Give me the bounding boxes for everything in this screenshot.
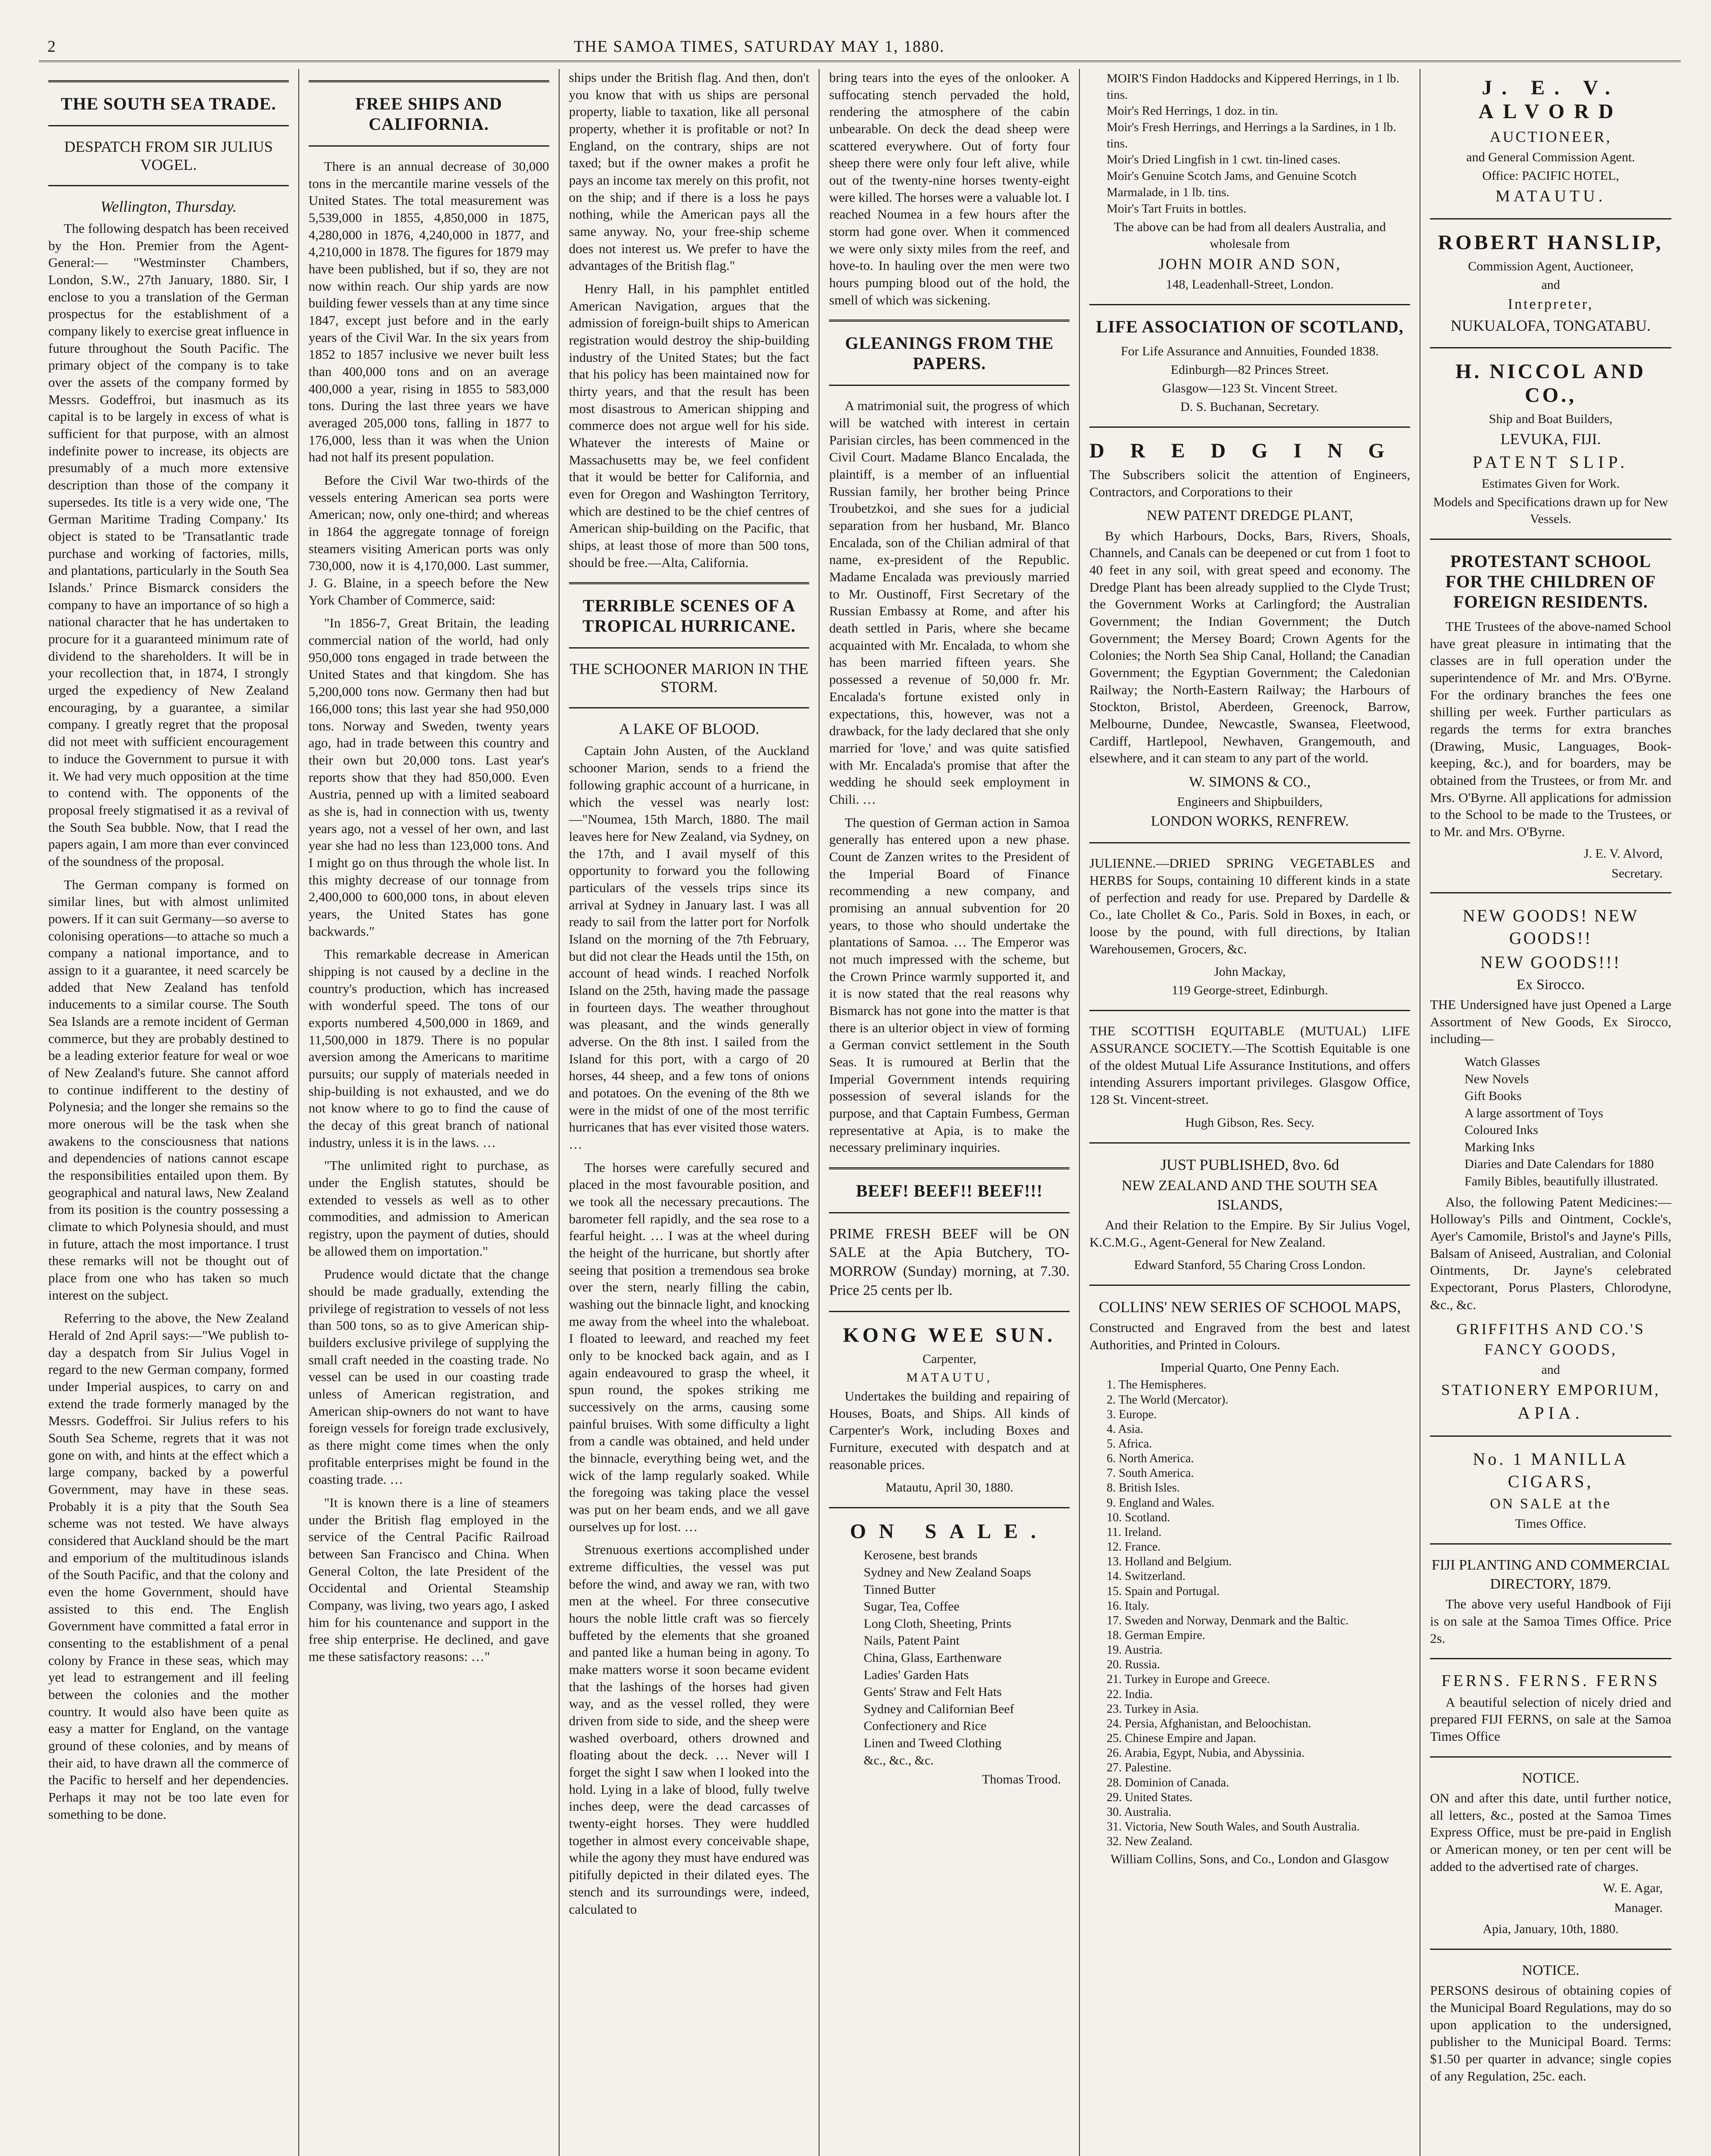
ad-body: Also, the following Patent Medicines:—Holloway's Pills and Ointment, Cockle's, Ayer's Camomile, Bristol's and Jayne's Pills, Balsam of Aniseed, Australian, and Colonial Ointments, Dr. Jayne's celebrated Expectorant, Porus Plasters, Chlorodyne, &c., &c. [1430,1194,1671,1312]
list-item: 7. South America. [1107,1467,1194,1480]
ad-body: Constructed and Engraved from the best and latest Authorities, and Printed in Colours. [1089,1320,1411,1352]
ad-line: NEW PATENT DREDGE PLANT, [1146,508,1353,524]
columns [39,69,1681,2156]
article-paragraph: A matrimonial suit, the progress of which will be watched with interest in certain Parisian circles, has been commenced in the Civil Court. Madame Blanco Encalada, the plaintiff, is a member of an influential Russian family, her brother being Prince Troubetzkoi, and she sues for a judicial separation from her husband, Mr. Blanco Encalada, son of the Chilian admiral of that name, ex-president of the Republic. Madame Encalada was previously married to Mr. Oustinoff, First Secretary of the Russian Embassy at Rome, and after his death settled in Paris, where she became acquainted with Mr. Encalada, to whom she has been married fifteen years. She possessed a revenue of 50,000 fr. Mr. Encalada's fortune existed only in expectations, this, however, was not a drawback, for the lady declared that she only married for 'love,' and was quite satisfied with Mr. Encalada's promise that after the wedding he should seek employment in Chili. … [829,398,1070,807]
list-item: New Novels [1464,1072,1529,1086]
list-item: 28. Dominion of Canada. [1107,1776,1229,1789]
list-item: Nails, Patent Paint [863,1633,960,1648]
ad-address: Glasgow—123 St. Vincent Street. [1162,381,1338,395]
list-item: Moir's Tart Fruits in bottles. [1107,201,1247,216]
ad-title: ON SALE. [850,1520,1049,1543]
ad-address: NUKUALOFA, TONGATABU. [1451,317,1651,335]
ad-date: Matautu, April 30, 1880. [885,1480,1013,1495]
article-paragraph: The question of German action in Samoa generally has entered upon a new phase. Count de Zanzen writes to the President of the Imperial Board of Finance recommending a new company, and promising an annual subvention for 20 years, to those who should undertake the plantations of Samoa. … The Emperor was not much impressed with the scheme, but the Crown Prince warmly supported it, and it is now stated that the real reasons why Bismarck has not gone into the matter is that there is an ulterior object in view of forming a German convict settlement in the South Seas. It is rumoured at Berlin that the Imperial Government intends requiring possession of several islands for the purpose, and that Captain Fumbess, German representative at Apia, is to make the necessary preliminary inquiries. [829,815,1070,1155]
list-item: Marking Inks [1464,1140,1535,1154]
ad-line: and [1541,278,1560,292]
list-item: A large assortment of Toys [1464,1106,1603,1120]
article-paragraph: Prudence would dictate that the change should be made gradually, extending the privilege of registration to vessels of not less than 500 tons, so as to give American ship-builders exclusive privilege of supplying the small craft needed in the coasting trade. No vessel can be used in our coasting trade unless of American registration, and American ship-owners do not want to have foreign vessels for foreign trade exclusively, as there might come times when the only profitable enterprises might be found in the coasting trade. … [308,1266,549,1487]
ad-address: LEVUKA, FIJI. [1500,430,1601,448]
article-subheadline: THE SCHOONER MARION IN THE STORM. [569,660,809,696]
column-5 [1080,69,1420,2156]
ad-title: JUST PUBLISHED, 8vo. 6d [1160,1156,1339,1173]
list-item: 12. France. [1107,1540,1161,1554]
list-item: Gift Books [1464,1089,1522,1103]
list-item: 14. Switzerland. [1107,1570,1186,1583]
article-paragraph: "The unlimited right to purchase, as under the English statutes, should be extended to vessels as well as to other commodities, and admission to American registry, upon the payment of duties, should be allowed them on importation." [308,1158,549,1259]
ad-line: Models and Specifications drawn up for New Vessels. [1433,495,1668,526]
list-item: Watch Glasses [1464,1054,1540,1069]
ad-signature: Secretary. [1611,866,1663,881]
list-item: Moir's Red Herrings, 1 doz. in tin. [1107,104,1278,118]
article-paragraph: ships under the British flag. And then, don't you know that with us ships are personal property, liable to taxation, like all personal property, whether it is profitable or not? In England, on the contrary, ships are not taxed; but if the owner makes a profit he pays an income tax merely on this profit, not on the ship; and if there is a loss he pays nothing, while the American pays all the same anyway. No, your free-ship scheme does not interest us. We prefer to have the advantages of the British flag." [569,70,810,273]
ad-line: and [1541,1362,1560,1377]
notice-title: NOTICE. [1522,1770,1580,1786]
column-1 [39,69,299,2156]
notice-body: PERSONS desirous of obtaining copies of the Municipal Board Regulations, may do so upon application to the undersigned, publisher to the Municipal Board. Terms: $1.50 per quarter in advance; single copies of any Regulation, 25c. each. [1430,1983,1671,2084]
list-item: Gents' Straw and Felt Hats [863,1685,1002,1699]
ad-title: ROBERT HANSLIP, [1438,231,1664,254]
ad-line: Commission Agent, Auctioneer, [1468,259,1633,274]
article-paragraph: Before the Civil War two-thirds of the vessels entering American sea ports were American; now, only one-third; and whereas in 1864 the aggregate tonnage of foreign steamers visiting American ports was only 730,000, now it is 4,170,000. Last summer, J. G. Blaine, in a speech before the New York Chamber of Commerce, said: [308,473,549,608]
list-item: 9. England and Wales. [1107,1496,1215,1510]
list-item: Family Bibles, beautifully illustrated. [1464,1174,1658,1189]
article-subheadline: A LAKE OF BLOOD. [619,720,760,738]
column-6 [1420,69,1681,2156]
list-item: Coloured Inks [1464,1123,1539,1138]
ad-address: 119 George-street, Edinburgh. [1171,983,1328,998]
ad-title: COLLINS' NEW SERIES OF SCHOOL MAPS, [1098,1298,1401,1316]
list-item: 18. German Empire. [1107,1629,1205,1642]
list-item: China, Glass, Earthenware [863,1650,1002,1665]
ad-title: FIJI PLANTING AND COMMERCIAL DIRECTORY, 1879. [1431,1557,1670,1592]
article-subheadline: DESPATCH FROM SIR JULIUS VOGEL. [64,138,273,173]
ad-body: A beautiful selection of nicely dried and prepared FIJI FERNS, on sale at the Samoa Times Office [1430,1694,1671,1744]
ad-list [863,1547,1070,1769]
ad-title: NEW ZEALAND AND THE SOUTH SEA ISLANDS, [1121,1178,1378,1213]
ad-line: Times Office. [1515,1516,1586,1531]
ad-line: Office: PACIFIC HOTEL, [1482,168,1619,183]
ad-body: THE SCOTTISH EQUITABLE (MUTUAL) LIFE ASSURANCE SOCIETY.—The Scottish Equitable is one of the oldest Mutual Life Assurance Institutions, and offers intending Assurers important privileges. Glasgow Office, 128 St. Vincent-street. [1089,1023,1411,1107]
ad-title: FERNS. FERNS. FERNS [1441,1672,1660,1690]
ad-line: MATAUTU, [906,1370,993,1385]
ad-signature: John Mackay, [1214,965,1286,979]
ad-line: Ship and Boat Builders, [1489,412,1613,426]
column-2 [299,69,560,2156]
ad-title: No. 1 MANILLA CIGARS, [1473,1449,1629,1491]
ad-firm: JOHN MOIR AND SON, [1158,255,1342,273]
list-item: 21. Turkey in Europe and Greece. [1107,1673,1270,1686]
ad-body: PRIME FRESH BEEF will be ON SALE at the Apia Butchery, TO-MORROW (Sunday) morning, at 7.30. Price 25 cents per lb. [829,1225,1070,1298]
ad-line: The above can be had from all dealers Australia, and wholesale from [1114,220,1386,251]
ad-line: Interpreter, [1508,296,1594,313]
article-headline: TERRIBLE SCENES OF A TROPICAL HURRICANE. [582,596,796,636]
ad-signature: D. S. Buchanan, Secretary. [1180,399,1320,414]
ad-title: J. E. V. ALVORD [1478,76,1623,123]
list-item: Moir's Fresh Herrings, and Herrings a la Sardines, in 1 lb. tins. [1107,120,1396,150]
list-item: Kerosene, best brands [863,1548,978,1563]
list-item: Confectionery and Rice [863,1719,987,1733]
ad-address: APIA. [1517,1403,1584,1423]
ad-signature: Thomas Trood. [982,1772,1061,1787]
masthead-title: THE SAMOA TIMES, SATURDAY MAY 1, 1880. [574,38,945,56]
ad-signature: J. E. V. Alvord, [1583,846,1663,861]
ad-line: Carpenter, [922,1352,976,1366]
article-paragraph: Captain John Austen, of the Auckland schooner Marion, sends to a friend the following graphic account of a hurricane, in which the vessel was nearly lost:—"Noumea, 15th March, 1880. The mail leaves here for New Zealand, via Sydney, on the 17th, and I avail myself of this opportunity to forward you the following particulars of the vessels trips since its arrival at Sydney in January last. I was all ready to sail from the latter port for Norfolk Island on the morning of the 7th February, but did not clear the Heads until the 15th, on account of head winds. I reached Norfolk Island on the 25th, having made the passage in fourteen days. The weather throughout was pleasant, and the winds generally adverse. On the 8th inst. I sailed from the Island for this port, with a cargo of 20 horses, 44 sheep, and a few tons of onions and potatoes. On the evening of the 8th we were in the midst of one of the most terrific hurricanes that has ever visited those waters. … [569,743,810,1152]
list-item: Sydney and Californian Beef [863,1702,1014,1716]
ad-title: STATIONERY EMPORIUM, [1441,1381,1661,1398]
list-item: Moir's Dried Lingfish in 1 cwt. tin-lined cases. [1107,153,1341,167]
list-item: 19. Austria. [1107,1643,1163,1657]
list-item: Sugar, Tea, Coffee [863,1599,960,1614]
list-item: 27. Palestine. [1107,1761,1172,1775]
list-item: 17. Sweden and Norway, Denmark and the Baltic. [1107,1614,1349,1627]
ad-title: KONG WEE SUN. [843,1324,1056,1347]
article-paragraph: Henry Hall, in his pamphlet entitled American Navigation, argues that the admission of foreign-built ships to American registration would destroy the ship-building industry of the United States; but the fact that his policy has been maintained now for thirty years, and that the result has been most disastrous to American shipping and commerce does not argue well for his side. Whatever the interests of Maine or Massachusetts may be, we feel confident that it would be better for California, and even for Oregon and Washington Territory, which are destined to be the chief centres of American ship-building on the Pacific, that ships, at least those of more than 500 tons, should be free.—Alta, California. [569,281,810,570]
ad-signature: Hugh Gibson, Res. Secy. [1185,1115,1315,1130]
ad-body: The Subscribers solicit the attention of Engineers, Contractors, and Corporations to their [1089,467,1411,499]
article-paragraph: This remarkable decrease in American shipping is not caused by a decline in the country's production, which has increased with wonderful speed. The tons of our exports numbered 4,500,000 in 1869, and 11,500,000 in 1879. There is no popular aversion among the Americans to maritime pursuits; our supply of materials needed in ship-building is not exhausted, and we do not know where to go to find the cause of the decay of this great branch of national industry, unless it is in the laws. … [308,946,549,1150]
list-item: 3. Europe. [1107,1407,1157,1421]
ad-body: By which Harbours, Docks, Bars, Rivers, Shoals, Channels, and Canals can be deepened or cut from 1 foot to 40 feet in any soil, with great speed and economy. The Dredge Plant has been already supplied to the Clyde Trust; the Government Works at Carlingford; the Australian Government; the Indian Government; the Dutch Government; the Mersey Board; Crown Agents for the Colonies; the North Sea Ship Canal, Holland; the Canadian Government; the Egyptian Government; the Caledonian Railway; the North-Eastern Railway; the Harbours of Stockton, Bristol, Aberdeen, Greenock, Barrow, Melbourne, Dundee, Newcastle, Swansea, Fleetwood, Cardiff, Hartlepool, Newhaven, Grangemouth, and elsewhere, and it can steam to any part of the world. [1089,528,1411,766]
list-item: 25. Chinese Empire and Japan. [1107,1732,1256,1745]
ad-title: GRIFFITHS AND CO.'S FANCY GOODS, [1456,1320,1645,1358]
article-paragraph: "It is known there is a line of steamers under the British flag employed in the service of the Central Pacific Railroad between San Francisco and China. When General Colton, the late President of the Occidental and Oriental Steamship Company, was living, two years ago, I asked him for his countenance and support in the free ship enterprise. He declined, and gave me these satisfactory reasons: …" [308,1495,549,1664]
ad-line: and General Commission Agent. [1466,150,1635,164]
list-item: 6. North America. [1107,1452,1194,1466]
article-paragraph: There is an annual decrease of 30,000 tons in the mercantile marine vessels of the United States. The total measurement was 5,539,000 in 1855, 4,850,000 in 1875, 4,280,000 in 1876, 4,240,000 in 1877, and 4,210,000 in 1878. The figures for 1879 may have been published, but if so, they are not now within reach. Our ship yards are now building fewer vessels than at any time since 1847, except just before and in the early years of the Civil War. In the six years from 1852 to 1857 inclusive we never built less than 400,000 tons and on an average 400,000 a year, rising in 1855 to 583,000 tons. During the last three years we have averaged 205,000 tons, falling in 1877 to 176,000, less than it was when the Union had not half its present population. [308,159,549,465]
list-item: 11. Ireland. [1107,1525,1162,1539]
ad-address: LONDON WORKS, RENFREW. [1151,813,1349,830]
ad-line: For Life Assurance and Annuities, Founded 1838. [1121,344,1379,358]
list-item: 22. India. [1107,1687,1153,1701]
list-item: 29. United States. [1107,1790,1193,1804]
list-item: 20. Russia. [1107,1658,1160,1672]
list-item: 23. Turkey in Asia. [1107,1702,1199,1716]
ad-line: AUCTIONEER, [1489,128,1612,145]
list-item: 24. Persia, Afghanistan, and Beloochistan. [1107,1717,1311,1730]
column-3 [560,69,820,2156]
article-paragraph: "In 1856-7, Great Britain, the leading commercial nation of the world, had only 950,000 tons engaged in trade between the United States and that kingdom. She has 5,200,000 tons now. Germany then had but 166,000 tons; this last year she had 950,000 tons. Norway and Sweden, twenty years ago, had in trade between this country and their own but 20,000 tons. Last year's reports show that they had 850,000. Even Austria, penned up with a limited seaboard as she is, had in connection with us, twenty years ago, not a vessel of her own, and last year she had no less than 123,000 tons. And I might go on thus through the whole list. In this mighty decrease of our tonnage from 2,400,000 to 600,000 tons, in about eleven years, the United States has gone backwards." [308,615,549,939]
ad-body: The above very useful Handbook of Fiji is on sale at the Samoa Times Office. Price 2s. [1430,1596,1671,1646]
list-item: 30. Australia. [1107,1805,1172,1819]
list-item: Linen and Tweed Clothing [863,1736,1002,1750]
ad-address: Edinburgh—82 Princes Street. [1170,362,1329,377]
ad-title: DREDGING [1089,439,1411,462]
notice-date: Apia, January, 10th, 1880. [1483,1922,1619,1937]
list-item: 10. Scotland. [1107,1510,1170,1524]
list-item: 8. British Isles. [1107,1481,1180,1495]
ad-line: ON SALE at the [1490,1495,1611,1512]
list-item: 13. Holland and Belgium. [1107,1555,1232,1569]
ad-address: 148, Leadenhall-Street, London. [1166,277,1334,291]
ad-body: And their Relation to the Empire. By Sir Julius Vogel, K.C.M.G., Agent-General for New Zealand. [1089,1217,1411,1250]
ad-body: THE Trustees of the above-named School have great pleasure in intimating that the classes are in full operation under the superintendence of Mr. and Mrs. O'Byrne. For the ordinary branches the fees one shilling per week. Further particulars as regards the terms for extra branches (Drawing, Music, Languages, Book-keeping, &c.), and for boarders, may be obtained from the Trustees, or from Mr. and Mrs. O'Byrne. All applications for admission to the School to be made to the Trustees, or to Mr. and Mrs. O'Byrne. [1430,618,1671,840]
ad-address: MATAUTU. [1495,187,1606,205]
ad-line: PATENT SLIP. [1472,452,1629,472]
ad-headline: BEEF! BEEF!! BEEF!!! [856,1181,1043,1200]
ad-line: Engineers and Shipbuilders, [1177,795,1323,809]
notice-signature: Manager. [1614,1901,1663,1915]
dateline: Wellington, Thursday. [100,198,237,215]
ad-title: H. NICCOL AND CO., [1455,360,1646,407]
ad-title: LIFE ASSOCIATION OF SCOTLAND, [1096,317,1404,336]
list-item: Sydney and New Zealand Soaps [863,1565,1031,1579]
notice-signature: W. E. Agar, [1603,1881,1663,1896]
list-item: 4. Asia. [1107,1422,1143,1436]
list-item: Diaries and Date Calendars for 1880 [1464,1157,1654,1172]
ad-body: JULIENNE.—DRIED SPRING VEGETABLES and HERBS for Soups, containing 10 different kinds in a state of perfection and ready for use. Prepared by Dardelle & Co., late Chollet & Co., Paris. Sold in Boxes, in each, or loose by the pound, with full directions, by Italian Warehousemen, Grocers, &c. [1089,856,1411,956]
article-paragraph: Referring to the above, the New Zealand Herald of 2nd April says:—"We publish to-day a despatch from Sir Julius Vogel in regard to the new German company, formed under Imperial auspices, to carry on and extend the trade formerly managed by the Messrs. Godeffroi. Sir Julius refers to his South Sea Scheme, regrets that it was not gone on with, and hints at the effect which a large company, backed by a powerful Government, may have in these seas. Probably it is a pity that the South Sea scheme was not tested. We have always considered that Auckland should be the mart and emporium of the multitudinous islands of the South Pacific, and that the colony and even the home Government, should have assisted to this end. The English Government have committed a fatal error in consenting to the establishment of a penal colony by France in these seas, which may yet lead to estrangement and ill feeling between the colonies and the mother country. It would also have been quite as easy a matter for England, on the vantage ground of these colonies, and by means of their aid, to have drawn all the commerce of the Pacific to herself and her dependencies. Perhaps it may not be too late even for something to be done. [48,1310,289,1822]
list-item: MOIR'S Findon Haddocks and Kippered Herrings, in 1 lb. tins. [1107,72,1399,102]
article-paragraph: The following despatch has been received by the Hon. Premier from the Agent-General:— "Westminster Chambers, London, S.W., 27th January, 1880. Sir, I enclose to you a translation of the German prospectus for the establishment of a company likely to exercise great influence in future throughout the South Pacific. The primary object of the company is to take over the assets of the company formed by Messrs. Godeffroi, but inasmuch as its capital is to be largely in excess of what is sufficient for that purpose, with an almost indefinite power to increase, its objects are presumably of a much more extensive description than those of the company it supersedes. Its title is a very wide one, 'The German Maritime Trading Company.' Its object is stated to be 'Transatlantic trade purchase and working of factories, mills, and plantations, particularly in the South Sea Islands.' Prince Bismarck considers the company to have an importance of so high a national character that he has undertaken to procure for it a guaranteed minimum rate of dividend to the shareholders. It will be in your recollection that, in 1874, I strongly urged the expediency of New Zealand encouraging, by a guarantee, a similar company. I greatly regret that the proposal did not meet with sufficient encouragement to induce the Government to pursue it with it. We had very much opposition at the time to contend with. The opponents of the proposal freely stigmatised it as a revival of the South Sea bubble. Now, that I read the papers again, I am more than ever convinced of the soundness of the proposal. [48,221,289,869]
notice-body: ON and after this date, until further notice, all letters, &c., posted at the Samoa Times Express Office, must be pre-paid in English or American money, or ten per cent will be added to the advertised rate of charges. [1430,1790,1671,1874]
list-item: 2. The World (Mercator). [1107,1393,1229,1407]
moir-ad [1107,71,1410,217]
ad-title: NEW GOODS! NEW GOODS!! [1462,906,1639,948]
list-item: 5. Africa. [1107,1437,1152,1451]
article-headline: THE SOUTH SEA TRADE. [61,94,276,113]
ad-title: NEW GOODS!!! [1480,952,1621,972]
list-item: 1. The Hemispheres. [1107,1378,1207,1392]
list-item: 32. New Zealand. [1107,1835,1193,1849]
section-headline: GLEANINGS FROM THE PAPERS. [845,333,1054,373]
ad-body: THE Undersigned have just Opened a Large Assortment of New Goods, Ex Sirocco, including— [1430,997,1671,1047]
map-list [1107,1378,1410,1849]
masthead [39,17,1681,62]
list-item: Ladies' Garden Hats [863,1667,969,1682]
list-item: 31. Victoria, New South Wales, and South Australia. [1107,1820,1360,1834]
ad-line: Estimates Given for Work. [1481,476,1620,491]
list-item: &c., &c., &c. [863,1753,934,1767]
page-number: 2 [47,38,56,56]
ad-line: Ex Sirocco. [1516,976,1585,993]
ad-body: Undertakes the building and repairing of Houses, Boats, and Ships. All kinds of Carpenter's Work, including Boxes and Furniture, executed with despatch and at reasonable prices. [829,1388,1070,1472]
list-item: 16. Italy. [1107,1599,1149,1613]
list-item: Moir's Genuine Scotch Jams, and Genuine Scotch Marmalade, in 1 lb. tins. [1107,169,1357,199]
list-item: Tinned Butter [863,1582,935,1597]
article-paragraph: The German company is formed on similar lines, but with almost unlimited powers. If it can suit Germany—so averse to colonising operations—to attache so much a company a national importance, and to assign to it a guarantee, it need scarcely be added that New Zealand has tenfold inducements to a similar course. The South Sea Islands are a remote incident of German commerce, but they are probably destined to be a leading exterior feature for weal or woe of New Zealand's future. She cannot afford to continue indifferent to the destiny of Polynesia; and the longer she remains so the more onerous will be the task when she awakens to the consciousness that nations and dependencies of nations cannot escape the responsibilities entailed upon them. By geographical and natural laws, New Zealand from its position is the country possessing a climate to which Polynesia should, and must in future, attach the most importance. I trust these remarks will not be thought out of place from one who has taken so much interest on the subject. [48,877,289,1303]
column-4 [820,69,1080,2156]
ad-line: Edward Stanford, 55 Charing Cross London. [1134,1258,1366,1272]
ad-list [1464,1053,1671,1190]
list-item: 26. Arabia, Egypt, Nubia, and Abyssinia. [1107,1746,1304,1760]
list-item: Long Cloth, Sheeting, Prints [863,1616,1011,1631]
article-paragraph: Strenuous exertions accomplished under extreme difficulties, the vessel was put before the wind, and away we ran, with two men at the wheel. For three consecutive hours the noble little craft was so fiercely buffeted by the elements that she groaned and panted like a human being in agony. To make matters worse it soon became evident that the lashings of the horses had given way, and as the vessel rolled, they were driven from side to side, and the sheep were washed overboard, others drowned and floating about the deck. … Never will I forget the sight I saw when I looked into the hold. Lying in a lake of blood, fully twelve inches deep, were the dead carcasses of twenty-eight horses. They were huddled together in almost every conceivable shape, while the agony they must have endured was pitifully depicted in their dilated eyes. The stench and its surroundings were, indeed, calculated to [569,1542,810,1917]
article-headline: FREE SHIPS AND CALIFORNIA. [355,94,503,134]
list-item: 15. Spain and Portugal. [1107,1584,1220,1598]
notice-title: NOTICE. [1522,1962,1580,1979]
article-paragraph: bring tears into the eyes of the onlooker. A suffocating stench pervaded the hold, rendering the atmosphere of the cabin unbearable. On deck the dead sheep were scattered everywhere. Out of forty four sheep there were only four left alive, while out of the twenty-nine horses twenty-eight were killed. The horses were a valuable lot. I reached Noumea in a few hours after the storm had gone over. When it commenced we were only sixty miles from the reef, and hove-to. In hauling over the men were two hours pumping blood out of the hold, the smell of which was sickening. [829,70,1070,307]
ad-line: Imperial Quarto, One Penny Each. [1160,1360,1339,1375]
ad-title: PROTESTANT SCHOOL FOR THE CHILDREN OF FOREIGN RESIDENTS. [1445,551,1656,611]
ad-signature: William Collins, Sons, and Co., London and Glasgow [1110,1852,1389,1867]
article-paragraph: The horses were carefully secured and placed in the most favourable position, and we took all the necessary precautions. The barometer fell rapidly, and the sea rose to a fearful height. … I was at the wheel during the height of the hurricane, but shortly after seeing that position a tremendous sea broke over the stern, nearly filling the cabin, washing out the binnacle light, and knocking me away from the wheel into the whaleboat. I floated to leeward, and reached my feet only to be knocked back again, and as I again endeavoured to grasp the wheel, it spun round, the spokes striking me successively on the arms, causing some painful bruises. With some difficulty a light from a candle was obtained, and held under the binnacle, everything being wet, and the wick of the lamp regularly soaked. While the foregoing was taking place the vessel was put on her beam ends, and we all gave ourselves up for lost. … [569,1159,810,1534]
ad-firm: W. SIMONS & CO., [1189,774,1311,790]
